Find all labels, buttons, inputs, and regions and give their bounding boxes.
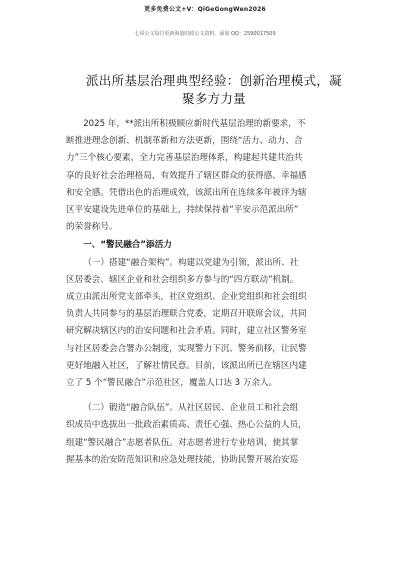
text-line: （二）锻造“融合队伍”。从社区居民、企业员工和社会组 [83, 403, 299, 414]
text-line: 和安全感。凭借出色的治理成效，该派出所在连续多年被评为辖 [66, 187, 307, 198]
paragraph-team [66, 400, 352, 469]
text-line: 组建“警民融合”志愿者队伍。对志愿者进行专业培训，使其掌 [66, 437, 299, 448]
text-line: 力”三个核心要素，全力完善基层治理体系，构建起共建共治共 [66, 153, 303, 164]
text-line: 成立由派出所党支部牵头，社区党组织、企业党组织和社会组织 [66, 292, 307, 303]
text-line: 研究解决辖区内的治安问题和社会矛盾。同时，建立社区警务室 [66, 326, 307, 337]
paragraph-framework [66, 255, 352, 393]
title-line-2: 聚多方力量 [181, 91, 246, 106]
section-heading-1: 一、“警民融合”添活力 [83, 240, 172, 251]
text-line: 区居委会、辖区企业和社会组织多方参与的“四方联动”机制。 [66, 274, 299, 285]
text-line: 2025 年，**派出所积极顺应新时代基层治理的新要求，不 [83, 119, 306, 129]
text-line: 享的良好社会治理格局，有效提升了辖区群众的获得感、幸福感 [66, 170, 307, 181]
header-banner: 更多免费公文+V：QiGeGongWen2026 [144, 6, 266, 13]
title-line-1: 派出所基层治理典型经验：创新治理模式，凝 [85, 73, 342, 88]
document-body [66, 116, 352, 469]
text-line: 握基本的治安防范知识和应急处理技能，协助民警开展治安巡 [66, 454, 299, 465]
text-line: 更好地融入社区，了解社情民意。目前，该派出所已在辖区内建 [66, 360, 307, 371]
text-line: 与社区居委会合署办公制度，实现警力下沉、警务前移，让民警 [66, 343, 307, 354]
text-line: 立了 5 个“警民融合”示范社区，覆盖人口达 3 万余人。 [66, 378, 278, 389]
document-title [64, 72, 364, 108]
text-line: （一）搭建“融合架构”。构建以党建为引领，派出所、社 [83, 257, 299, 268]
text-line: 的荣誉称号。 [66, 222, 118, 233]
text-line: 断推进理念创新、机制革新和方法更新，围绕“活力、动力、合 [66, 136, 303, 147]
paragraph-intro [66, 116, 352, 236]
text-line: 区平安建设先进单位的基础上，持续保持着“平安示范派出所” [66, 205, 299, 216]
text-line: 织成员中选拔出一批政治素质高、责任心强、热心公益的人员， [66, 420, 307, 431]
text-line: 负责人共同参与的基层治理联合党委，定期召开联席会议，共同 [66, 309, 307, 320]
header-subtitle: 七哥公文每日更新海量时政公文资料，添加 QQ：2590017509 [134, 31, 276, 37]
